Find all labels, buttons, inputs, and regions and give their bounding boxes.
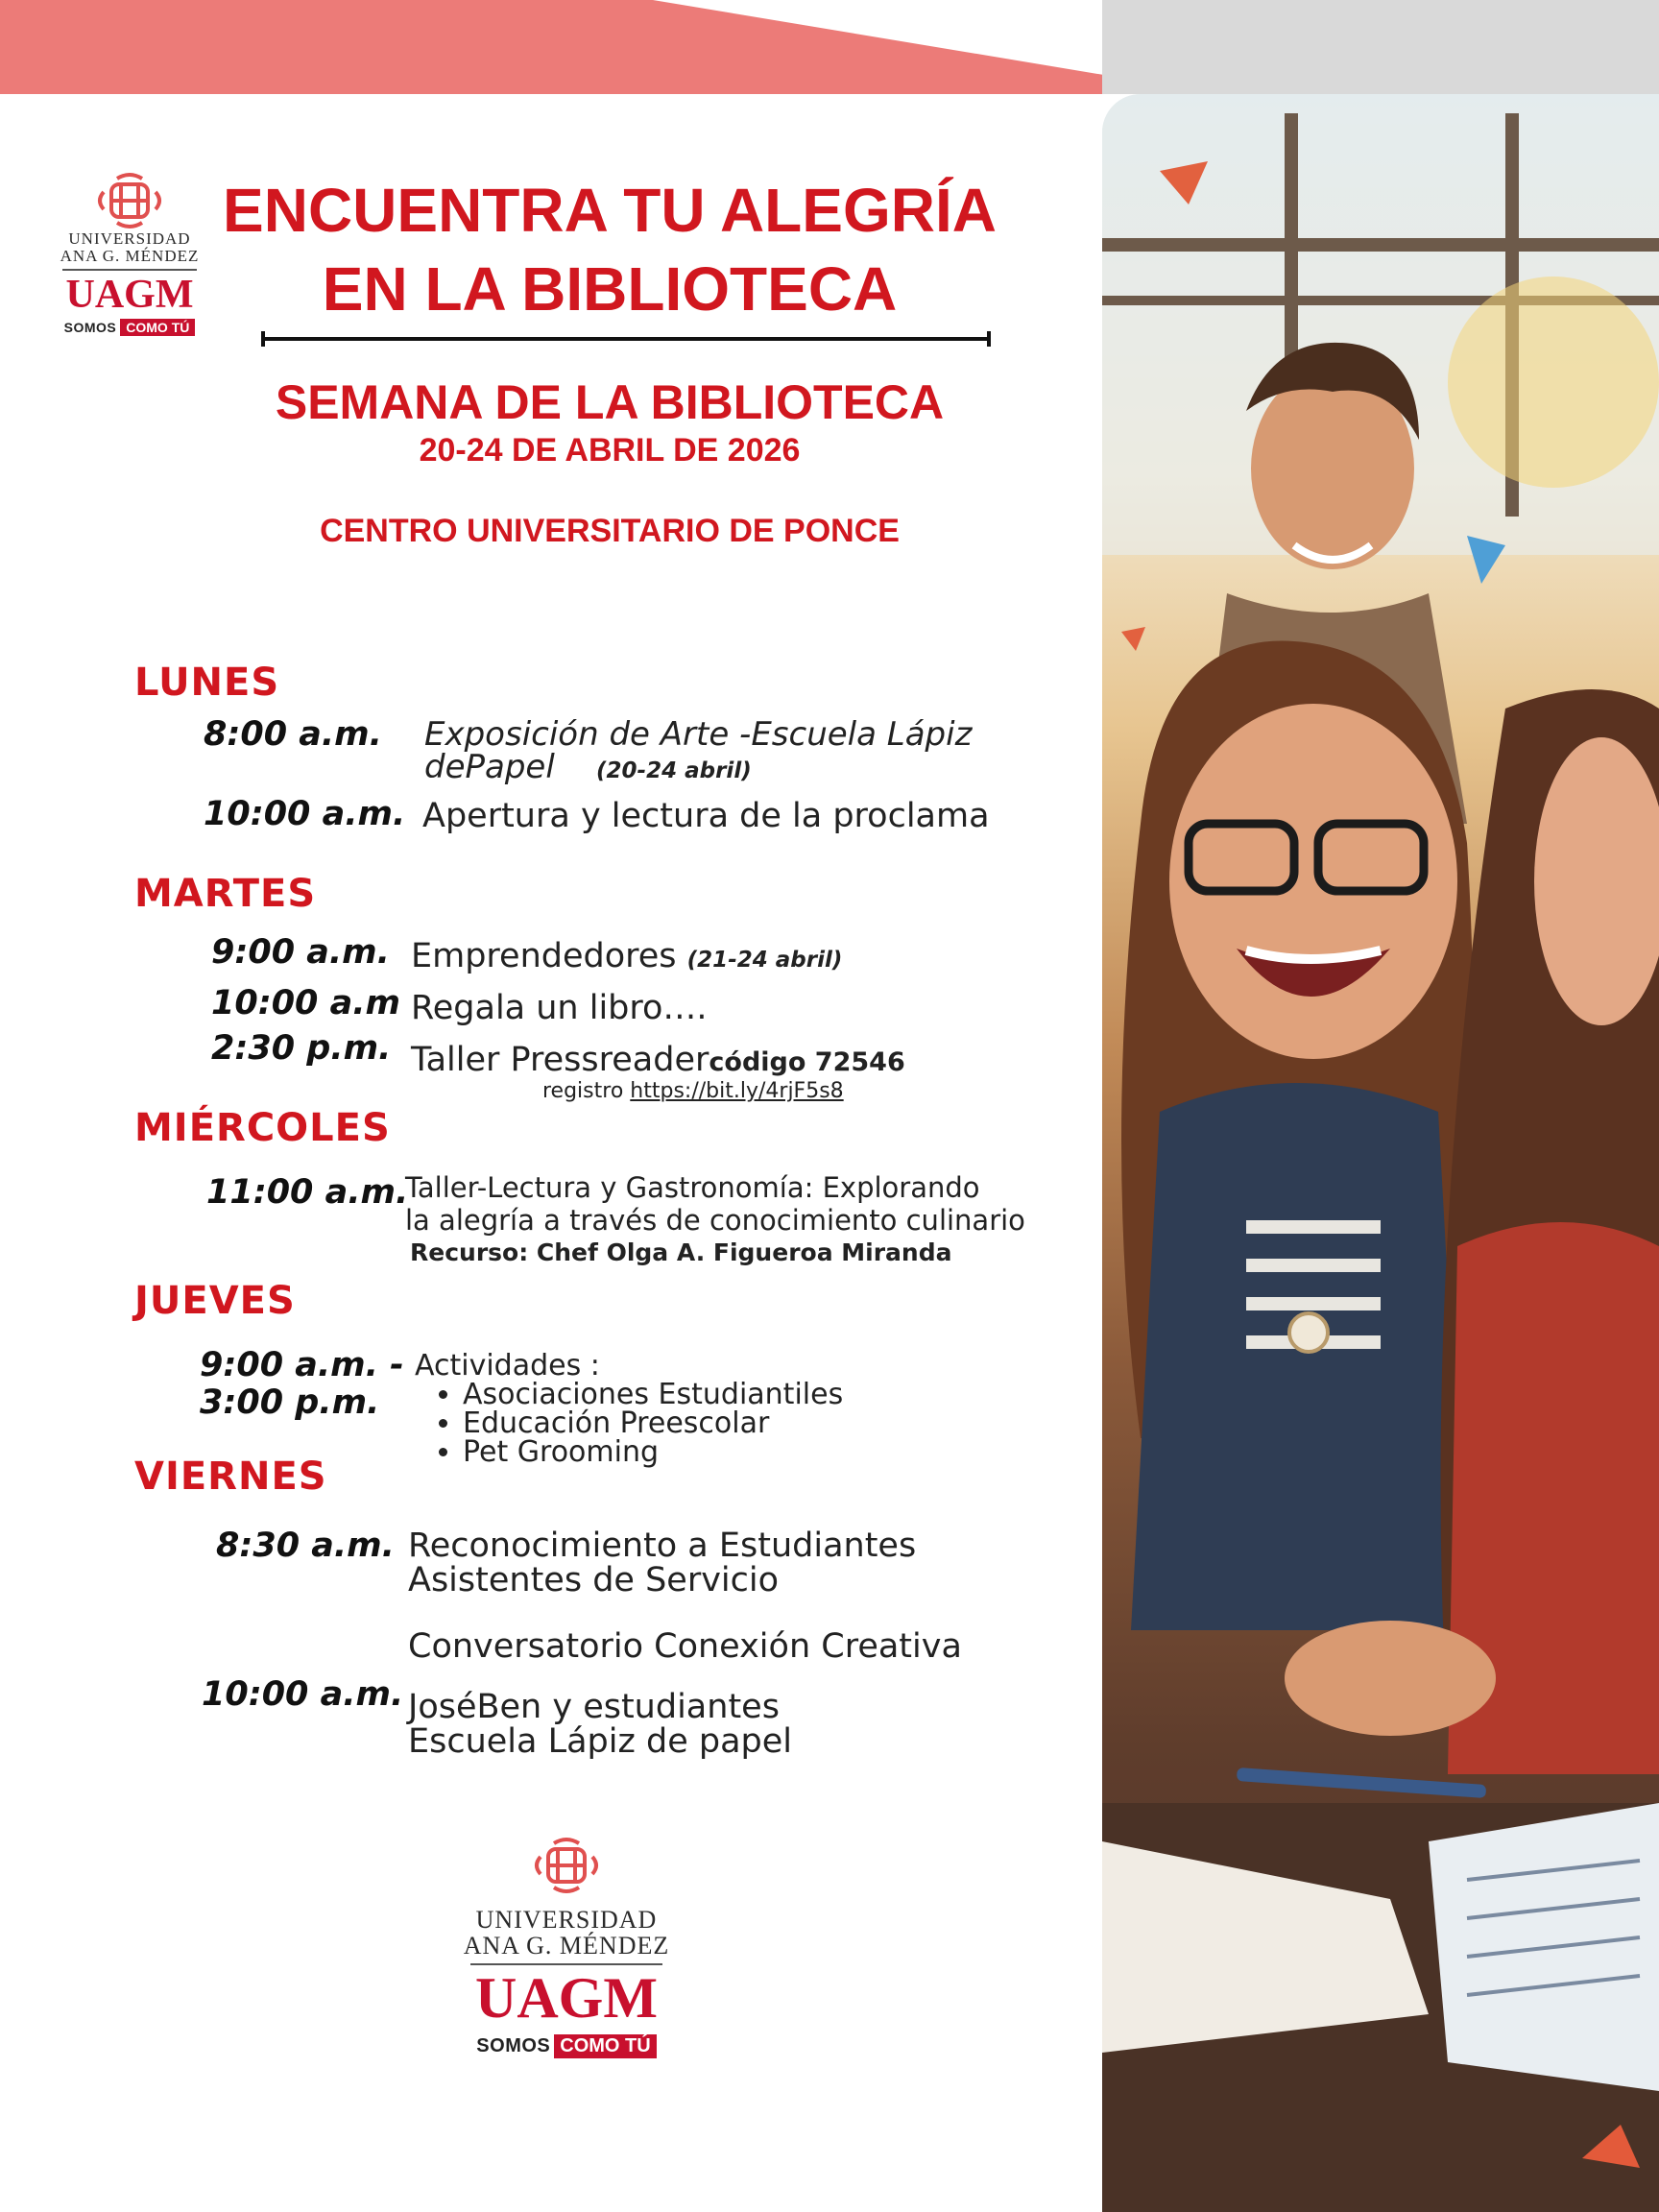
event-name: SEMANA DE LA BIBLIOTECA bbox=[275, 375, 945, 429]
top-grey-band bbox=[1102, 0, 1659, 94]
page-title bbox=[192, 171, 1027, 328]
viernes-activity-3-line-2: Escuela Lápiz de papel bbox=[408, 1722, 793, 1761]
illustration-art bbox=[1102, 94, 1659, 2212]
event-dates: 20-24 DE ABRIL DE 2026 bbox=[419, 432, 801, 469]
martes-registration-label: registro bbox=[542, 1079, 624, 1103]
martes-activity-1-note: (21-24 abril) bbox=[686, 948, 843, 973]
day-martes: MARTES bbox=[134, 872, 317, 916]
lunes-activity-1-note: (20-24 abril) bbox=[596, 758, 752, 783]
lunes-time-2: 10:00 a.m. bbox=[204, 795, 406, 833]
logo-tagline-b: COMO TÚ bbox=[120, 319, 195, 336]
event-location: CENTRO UNIVERSITARIO DE PONCE bbox=[320, 513, 900, 549]
martes-activity-3 bbox=[411, 1041, 905, 1079]
uagm-logo-top bbox=[48, 171, 211, 336]
martes-registration bbox=[542, 1079, 844, 1103]
logo-brand: UAGM bbox=[475, 1965, 658, 2030]
logo-university: UNIVERSIDAD bbox=[475, 1906, 658, 1934]
jueves-time-1: 9:00 a.m. - bbox=[200, 1346, 404, 1384]
list-item: • Pet Grooming bbox=[463, 1438, 843, 1467]
viernes-activity-1 bbox=[408, 1528, 916, 1598]
viernes-activity-3-line-1: JoséBen y estudiantes bbox=[408, 1688, 780, 1726]
jueves-time-2: 3:00 p.m. bbox=[200, 1383, 380, 1422]
top-decorative-band bbox=[0, 0, 1219, 94]
martes-activity-1-label: Emprendedores bbox=[411, 937, 677, 975]
martes-time-3: 2:30 p.m. bbox=[211, 1029, 392, 1068]
list-item: • Asociaciones Estudiantiles bbox=[463, 1381, 843, 1409]
jueves-activities bbox=[415, 1349, 844, 1469]
martes-activity-2: Regala un libro…. bbox=[411, 989, 708, 1027]
logo-tagline-a: SOMOS bbox=[476, 2034, 551, 2056]
viernes-time-1: 8:30 a.m. bbox=[216, 1527, 395, 1565]
logo-tagline-b: COMO TÚ bbox=[554, 2034, 656, 2058]
viernes-activity-1-line-2: Asistentes de Servicio bbox=[408, 1561, 780, 1599]
day-lunes: LUNES bbox=[134, 661, 280, 705]
miercoles-activity-1-line-1: Taller-Lectura y Gastronomía: Explorando bbox=[405, 1171, 980, 1204]
martes-time-2: 10:00 a.m bbox=[211, 984, 400, 1022]
lunes-activity-1 bbox=[424, 715, 973, 787]
title-divider bbox=[261, 337, 991, 341]
miercoles-activity-1-line-2: la alegría a través de conocimiento culinario bbox=[405, 1204, 1025, 1237]
day-jueves: JUEVES bbox=[134, 1279, 296, 1323]
lunes-activity-1-line-2: dePapel bbox=[424, 748, 555, 786]
viernes-activity-2: Conversatorio Conexión Creativa bbox=[408, 1627, 962, 1666]
logo-name: ANA G. MÉNDEZ bbox=[60, 246, 200, 265]
logo-tagline-a: SOMOS bbox=[63, 319, 117, 335]
registration-link[interactable]: https://bit.ly/4rjF5s8 bbox=[630, 1079, 844, 1103]
list-item: • Educación Preescolar bbox=[463, 1409, 843, 1438]
martes-time-1: 9:00 a.m. bbox=[211, 933, 390, 972]
lunes-activity-1-line-1: Exposición de Arte -Escuela Lápiz bbox=[424, 715, 973, 754]
uagm-logo-bottom bbox=[446, 1836, 686, 2058]
viernes-activity-3 bbox=[408, 1690, 792, 1759]
title-line-1: ENCUENTRA TU ALEGRÍA bbox=[223, 176, 997, 245]
martes-activity-1 bbox=[411, 937, 842, 975]
martes-activity-3-label: Taller Pressreader bbox=[411, 1041, 709, 1079]
miercoles-time-1: 11:00 a.m. bbox=[206, 1173, 409, 1212]
lunes-time-1: 8:00 a.m. bbox=[204, 715, 382, 754]
day-viernes: VIERNES bbox=[134, 1455, 327, 1499]
jueves-activity-list bbox=[415, 1378, 844, 1469]
students-illustration bbox=[1102, 94, 1659, 2212]
miercoles-activity-1 bbox=[405, 1171, 1025, 1269]
uagm-emblem-icon bbox=[96, 171, 163, 230]
logo-name: ANA G. MÉNDEZ bbox=[463, 1932, 670, 1960]
viernes-activity-1-line-1: Reconocimiento a Estudiantes bbox=[408, 1527, 917, 1565]
lunes-activity-2: Apertura y lectura de la proclama bbox=[422, 797, 990, 835]
uagm-emblem-icon bbox=[533, 1836, 600, 1895]
martes-activity-3-code: código 72546 bbox=[709, 1047, 905, 1077]
logo-university: UNIVERSIDAD bbox=[68, 229, 191, 248]
day-miercoles: MIÉRCOLES bbox=[134, 1106, 391, 1150]
logo-brand: UAGM bbox=[65, 272, 194, 317]
jueves-activities-label: Actividades : bbox=[415, 1349, 600, 1382]
viernes-time-2: 10:00 a.m. bbox=[202, 1675, 404, 1714]
title-line-2: EN LA BIBLIOTECA bbox=[322, 254, 898, 324]
miercoles-activity-1-resource: Recurso: Chef Olga A. Figueroa Miranda bbox=[410, 1238, 952, 1266]
